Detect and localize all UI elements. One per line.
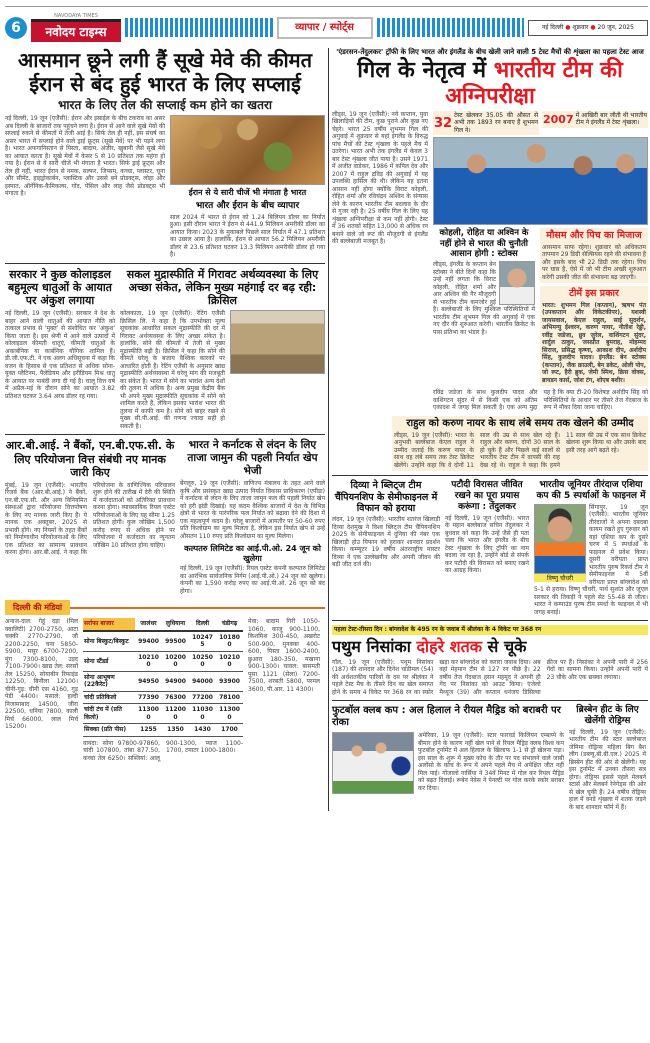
archery-body: सिंगापुर, 19 जून (एजैंसी): भारतीय जूनियर तीरंदाजों ने अपना दबदबा कायम रखते हुए गुरुवार को यहां एशिया कप के दूसरे चरण में 5 स्पर्धाओं के फाइनल में प्रवेश किया। दूसरी वरीयता प्राप्त भारतीय पुरुष रिकर्व टीम ने सेमीफाइनल में 5वीं वरीयता प्राप्त बांग्लादेश को 5-1 से हराया। विष्णु चौधरी, पार्थ सुशांत और जुएल सरकार की तिकड़ी ने पहले सेट 55-48 से जीता। भारत ने कम्पाउंड पुरुष टीम स्पर्धा के फाइनल में भी जगह बनाई। bbox=[534, 503, 648, 616]
rahul-headline: राहुल को करुण नायर के साथ लंबे समय तक खेलने की उम्मीद bbox=[406, 417, 634, 429]
table-cell: सोना आभूषण (22कैरेट) bbox=[83, 671, 135, 691]
archery-headline: भारतीय जूनियर तीरंदाज एशिया कप की 5 स्पर्धाओं के फाइनल में bbox=[536, 480, 646, 502]
table-cell: 94950 bbox=[135, 671, 162, 691]
bullet-icon: ● bbox=[565, 23, 571, 31]
table-cell: 94900 bbox=[162, 671, 189, 691]
table-cell: 101800 bbox=[216, 631, 243, 652]
sports-section bbox=[332, 48, 648, 811]
nissanka-headline-a: पथुम निसांका bbox=[332, 637, 417, 657]
masthead bbox=[31, 13, 121, 42]
cricket-lower-body: रविंद्र जडेजा के साथ कुलदीप यादव और वाशिंगटन सुंदर में से किसी एक को अंतिम एकादश में जगह मिल सकती है। एक अन्य मुद्दा यह है कि क्या टी-20 विशेषज्ञ अर्शदीप सिंह को परिस्थितियों के आधार पर तीसरे तेज गेंदबाज के रूप में मौका दिया जाना चाहिए। bbox=[433, 389, 648, 412]
dryfruit-body: नई दिल्ली, 19 जून (एजैंसी): ईरान और इस्राईल के बीच टकराव का असर अब दिल्ली के बाजारों तक पहुंचने लगा है। ईरान से आने वाले सूखे मेवों की सप्लाई रुकने से कीमतों में तेजी आई है। सिर्फ तेल ही नहीं, इस संघर्ष का असर भारत में सप्लाई होने वाले ड्राई फ्रूट्स (सूखे मेवे) पर भी पड़ने लगा है। भारत अफगानिस्तान से पिस्ता, बादाम, अंजीर, खुबानी जैसे सूखे मेवे का आयात करता है। सूखे मेवों में केसर 5 से 10 प्रतिशत तक महंगा हो गया है। ईरान से ये सारी चीजें भी मंगाता है भारत। सिर्फ ड्राई फ्रूट्स और तेल ही नहीं, भारत ईरान से नमक, सल्फर, जिप्सम, कच्चा, प्लास्टर, चूना और सीमेंट, हाइड्रोकार्बन, प्लास्टिक और उससे बने प्रोडक्ट्स, लोहा और इस्पात, ऑर्गेनिक-कैमिकल्स, गोंद, पेंसिल और लाह जैसे प्रोडक्ट्स भी मंगाता है। bbox=[5, 115, 165, 198]
divya-body: लंदन, 19 जून (एजैंसी): भारतीय शतरंज खिलाड़ी दिव्या देशमुख ने विश्व ब्लिट्ज टीम चैंपियनशिप 2025 के सेमीफाइनल में दुनिया की नंबर एक खिलाड़ी होउ यिफान को हराकर शानदार प्रदर्शन किया। कम्प्यूटर 19 वर्षीय अंतरराष्ट्रीय मास्टर दिव्या ने एक उल्लेखनीय और अपनी जीवन की बड़ी जीत दर्ज की। bbox=[332, 516, 440, 569]
dateline bbox=[528, 20, 648, 36]
divya-headline: दिव्या ने ब्लिट्ज टीम चैंपियनशिप के सेमीफाइनल में विफान को हराया bbox=[334, 480, 438, 515]
stat-box-1 bbox=[433, 111, 539, 136]
ipo-headline: कल्पतरु लिमिटेड का आई.पी.ओ. 24 जून को खुलेगा bbox=[184, 544, 321, 563]
table-cell: सिक्का (प्रति पीस) bbox=[83, 724, 135, 737]
table-cell: 102475 bbox=[189, 631, 216, 652]
jamun-headline: भारत ने कर्नाटक से लंदन के लिए ताजा जामुन की पहली निर्यात खेप भेजी bbox=[187, 439, 318, 477]
header-stripe-right bbox=[377, 18, 525, 37]
rahul-box bbox=[392, 416, 648, 472]
table-cell: 93900 bbox=[216, 671, 243, 691]
header-stripe-left bbox=[125, 18, 273, 37]
dateline-day: शुक्रवार bbox=[572, 23, 589, 31]
dryfruit-inset-title: ईरान से ये सारी चीजें भी मंगाता है भारत bbox=[188, 188, 307, 198]
table-cell: चांदी प्रतिकिलो bbox=[83, 691, 135, 704]
pataudi-body: नई दिल्ली, 19 जून (एजैंसी): भारत के महान बल्लेबाज सचिन तेंदुलकर ने बुधवार को कहा कि उन्हें जैसे ही पता चला कि भारत और इंगलैंड के बीच टेस्ट शृंखला के लिए ट्रॉफी का नाम बदला जा रहा है, उन्होंने बोर्ड से संपर्क कर पटौदी की विरासत को बनाए रखने का आग्रह किया। bbox=[445, 514, 529, 575]
team-india-photo bbox=[433, 137, 648, 225]
nissanka-headline-red: दोहरे शतक bbox=[416, 637, 482, 657]
mandi-header bbox=[5, 600, 325, 615]
cricket-kicker: 'एंडरसन-तेंदुलकर' ट्रॉफी के लिए भारत और इंगलैंड के बीच खेली जाने वाली 5 टेस्ट मैचों की शृंखला का पहला टेस्ट आज bbox=[336, 48, 644, 56]
cricket-headline-black: गिल के नेतृत्व में bbox=[357, 58, 487, 84]
business-section bbox=[5, 48, 325, 811]
table-row bbox=[83, 691, 243, 704]
table-cell: 102100 bbox=[216, 651, 243, 671]
table-cell: 1430 bbox=[189, 724, 216, 737]
nissanka-headline-b: से चूके bbox=[481, 637, 527, 657]
teams-box bbox=[540, 286, 648, 386]
mandi-title: दिल्ली की मंडियां bbox=[5, 600, 70, 615]
table-cell: 110300 bbox=[189, 704, 216, 724]
page-number-badge: 6 bbox=[5, 17, 27, 39]
table-row bbox=[83, 651, 243, 671]
teams-body: भारत: शुभमन गिल (कप्तान), ऋषभ पंत (उपकप्तान और विकेटकीपर), यशस्वी जायसवाल, केएल राहुल, साई सुदर्शन, अभिमन्यु ईश्वरन, करुण नायर, नीतीश रेड्डी, रवींद्र जडेजा, ध्रुव जुरेल, वाशिंगटन सुंदर, शार्दुल ठाकुर, जसप्रीत बुमराह, मोहम्मद सिराज, प्रसिद्ध कृष्णा, आकाश दीप, अर्शदीप सिंह, कुलदीप यादव। इंगलैंड: बेन स्टोक्स (कप्तान), जैक क्राउली, बेन डकेट, ओली पोप, जो रूट, हैरी ब्रुक, जेमी स्मिथ, क्रिस वोक्स, ब्रायडन कार्स, जोश टंग, शोएब बशीर। bbox=[542, 301, 646, 384]
dryfruit-headline-1: आसमान छूने लगी हैं सूखे मेवे की कीमत bbox=[17, 48, 313, 72]
table-cell: 78100 bbox=[216, 691, 243, 704]
column-divider bbox=[328, 48, 329, 811]
table-cell: 102100 bbox=[135, 651, 162, 671]
table-header-cell: जालंधर bbox=[135, 618, 162, 631]
stokes-body: लीड्स, इंगलैंड के कप्तान बेन स्टोक्स ने बीते दिनों कहा कि उन्हें नहीं लगता कि विराट कोहली, रोहित शर्मा और आर अश्विन की गैर मौजूदगी से भारतीय टीम कमजोर हुई है। बल्लेबाजी के लिए मुश्किल परिस्थितियों में भारतीय टीम शुभमन गिल की अगुवाई में एक नए दौर की शुरुआत करेगी। भारतीय क्रिकेट के पास प्रतिभा का भंडार है। bbox=[433, 261, 535, 336]
inflation-photo bbox=[230, 310, 325, 374]
table-cell: 77200 bbox=[189, 691, 216, 704]
stat-box-2 bbox=[542, 111, 648, 128]
dryfruit-subhead: भारत के लिए तेल की सप्लाई कम होने का खतरा bbox=[58, 98, 272, 112]
mandi-bottom-body: वायदा: सोना 97800-97860, चांदी 107800, तांबा 877.50, कच्चा तेल 6250। सब्जियां: आलू 900-1300, प्याज 1100-1700, टमाटर 1000-1800। bbox=[83, 739, 243, 762]
table-cell: 102500 bbox=[189, 651, 216, 671]
nissanka-body: गॉल, 19 जून (एजैंसी): पथुम निसांका (187) की शानदार और दिनेश चांडीमल (54) की अर्धशतकीय पारियों के दम पर श्रीलंका ने पहले टेस्ट मैच के तीसरे दिन का खेल समाप्त होने के समय 4 विकेट पर 368 रन का स्कोर खड़ा कर बांग्लादेश को करारा जवाब दिया। अब वहां मेहमान टीम से 127 रन पीछे है। 22 वर्षीय तेज गेंदबाज हसन महमूद ने अपनी ही गेंद पर निसांका को आउट किया। एंजेलो मैथ्यूज (39) और कप्तान धनंजय डिसिल्वा क्रीज पर हैं। निसांका ने अपनी पारी में 256 गेंदों का सामना किया। उन्होंने अपनी पारी में 23 चौके और एक छक्का लगाया। bbox=[332, 658, 648, 696]
mandi-rule bbox=[70, 607, 325, 609]
divider bbox=[5, 263, 325, 264]
bullet-icon: ● bbox=[590, 23, 596, 31]
dateline-city: नई दिल्ली bbox=[542, 23, 564, 31]
dryfruit-box-title: भारत और ईरान के बीच व्यापार bbox=[195, 200, 300, 211]
stat-2-text: में आखिरी बार जीती थी भारतीय टीम ने इंगलैंड में टेस्ट शृंखला। bbox=[575, 111, 647, 127]
table-cell: 102000 bbox=[162, 651, 189, 671]
table-header-cell: लुधियाना bbox=[162, 618, 189, 631]
brisbane-headline: ब्रिस्बेन हीट के लिए खेलेंगी रोड्रिग्स bbox=[576, 705, 639, 726]
table-row bbox=[83, 704, 243, 724]
mandi-right-body: मेवा: बादाम गिरी 1050-1060, काजू 900-1100, किशमिश 300-450, अखरोट 500-900, मुनक्का 400-600, पिस्ता 1600-2400, छुआरा 180-350, मखाना 900-1300। चावल: बासमती पूसा 1121 (सेला) 7200-7500, शरबती 5800, परमल 3600, पी.आर. 11 4300। bbox=[248, 618, 320, 693]
section-tab: व्यापार / स्पोर्ट्स bbox=[277, 17, 373, 39]
page-header bbox=[5, 6, 648, 48]
stokes-photo bbox=[499, 261, 535, 305]
nissanka-caption-bar: पहला टेस्ट-तीसरा दिन : बांग्लादेश के 495 रन के जवाब में श्रीलंका के 4 विकेट पर 368 रन bbox=[332, 625, 648, 635]
archer-photo-block bbox=[534, 504, 586, 582]
teams-title: टीमें इस प्रकार bbox=[569, 288, 619, 300]
inflation-headline: सकल मुद्रास्फीति में गिरावट अर्थव्यवस्था के लिए अच्छा संकेत, लेकिन मुख्य महंगाई दर बढ़ रही: क्रिसिल bbox=[126, 267, 319, 308]
dryfruit-photo bbox=[170, 115, 325, 185]
cricket-headline-red: भारतीय टीम की अग्निपरीक्षा bbox=[445, 58, 623, 109]
divider bbox=[5, 434, 325, 435]
table-cell: 99500 bbox=[162, 631, 189, 652]
divider bbox=[332, 620, 648, 621]
table-cell: 94000 bbox=[189, 671, 216, 691]
table-cell: 112000 bbox=[162, 704, 189, 724]
table-cell: 99400 bbox=[135, 631, 162, 652]
weather-body: आसमान साफ रहेगा। शुक्रवार को अधिकतम तापमान 29 डिग्री सेल्सियस रहने की संभावना है और इसके बाद भी 22 डिग्री तक रहेगा। पिच पर घास है, ऐसे में जो भी टीम अच्छी शुरुआत करेगी उसकी जीत की संभावना बढ़ जाएगी। bbox=[542, 243, 646, 281]
table-cell: 1350 bbox=[162, 724, 189, 737]
pataudi-headline: पटौदी विरासत जीवित रखने का पूरा प्रयास करूंगा : तेंदुलकर bbox=[451, 480, 523, 512]
cricket-headline bbox=[332, 58, 648, 109]
brisbane-body: नई दिल्ली, 19 जून (एजैंसी): भारतीय टीम की स्टार बल्लेबाज जेमिमा रोड्रिग्स महिला बिग बैश लीग (डब्ल्यू.बी.बी.एल.) 2025 में ब्रिस्बेन हीट की ओर से खेलेंगी। यह इस टूर्नामेंट में उनका तीसरा सत्र होगा। रोड्रिग्स इससे पहले मेलबर्न स्टार्स और मेलबर्न रेनेगेड्स की ओर से खेल चुकी हैं। 24 वर्षीय रोड्रिग्स हाल में वनडे शृंखला में शतक जड़ने के बाद शानदार फॉर्म में हैं। bbox=[569, 728, 646, 811]
table-header-cell: सर्राफा बाजार bbox=[83, 618, 135, 631]
table-row bbox=[83, 631, 243, 652]
archer-photo bbox=[534, 504, 586, 574]
table-cell: 76300 bbox=[162, 691, 189, 704]
table-cell: सोना बिस्कुट/बिस्कुट bbox=[83, 631, 135, 652]
dryfruit-headline-2: ईरान से बंद हुई भारत के लिए सप्लाई bbox=[29, 72, 301, 96]
table-cell: 113000 bbox=[135, 704, 162, 724]
divider bbox=[332, 475, 648, 476]
divider bbox=[332, 700, 648, 701]
table-header-cell: चंडीगढ़ bbox=[216, 618, 243, 631]
archer-photo-caption: विष्णु चौधरी bbox=[534, 574, 586, 582]
bullion-table bbox=[83, 618, 243, 737]
football-headline: फुटबॉल क्लब कप : अल हिलाल ने रीयल मैड्रिड को बराबरी पर रोका bbox=[332, 705, 561, 729]
colloidal-body: नई दिल्ली, 19 जून (एजैंसी): सरकार ने देश के बाहर आने वाली धातुओं की आयात नीति को तत्काल प्रभाव से 'मुक्त' से संशोधित कर 'अंकुश' किया जाता है। इस श्रेणी में आने वाले उत्पादों में कोलाइडल कीमती धातुएं, कीमती धातुओं के अकार्बनिक या कार्बनिक यौगिक शामिल हैं। डी.जी.एफ.टी. ने एक अलग अधिसूचना में कहा कि वजन के हिसाब से एक प्रतिशत से अधिक सोना-युक्त प्लैटिनम, पैलेडियम और इरीडियम मिश्र धातु के आयात पर पाबंदी लगा दी गई है। चालू वित्त वर्ष में अप्रैल-मई के दौरान सोने का आयात 3.82 प्रतिशत घटकर 3.64 अरब डॉलर रह गया। bbox=[5, 310, 115, 400]
weather-box bbox=[540, 228, 648, 283]
table-cell: 1255 bbox=[135, 724, 162, 737]
table-cell: चांदी टंच में (प्रति किलो) bbox=[83, 704, 135, 724]
nissanka-headline bbox=[332, 637, 648, 656]
table-cell: 77390 bbox=[135, 691, 162, 704]
weather-title: मौसम और पिच का मिजाज bbox=[546, 230, 642, 242]
rbi-headline: आर.बी.आई. ने बैंकों, एन.बी.एफ.सी. के लिए परियोजना वित्त संबंधी नए मानक जारी किए bbox=[5, 439, 175, 479]
mandi-left-body: अनाज-दाल: गेहूं दड़ा (मिल क्वालिटी) 2700-2750, आटा चक्की 2770-2790, जौ 2200-2250, चना 5850-5900, मसूर 6700-7200, मूंग 7300-8100, उड़द 7100-7900। खाद्य तेल: सरसों तेल 15250, सोयाबीन रिफाइंड 12250, बिनौला 12100। चीनी-गुड़: चीनी एस 4160, गुड़ पेडी 4400। मसाले: हल्दी निजामाबाद 14500, जीरा 22500, धनिया 7800, काली मिर्च 66000, लाल मिर्च 15200। bbox=[5, 618, 78, 731]
table-header-row bbox=[83, 618, 243, 631]
football-body: अमेरिका, 19 जून (एजैंसी): स्टार फारवर्ड किलियन एम्बाप्पे के बीमार होने के कारण नहीं खेल पाने से रियल मैड्रिड क्लब विश्व कप फुटबॉल टूर्नामेंट में अल हिलाल के खिलाफ 1-1 से ड्रॉ खेलना पड़ा। इस साल के शुरू में मुख्य कोच के तौर पर पद संभालने वाले जाबी अलोंसो के कोच के रूप में अपने पहले मैच में अपेक्षित जीत नहीं मिल पाई। गोंजालो गार्सिया ने 34वें मिनट में गोल कर रियल मैड्रिड को बढ़त दिलाई। रूबेन नेवेस ने पेनल्टी पर गोल करके स्कोर बराबर कर दिया। bbox=[418, 732, 564, 792]
table-row bbox=[83, 724, 243, 737]
cricket-body: लीड्स, 19 जून (एजैंसी): नये कप्तान, युवा खिलाड़ियों की टीम, कुछ पुराने और कुछ नए चेहरे। भारत 25 वर्षीय शुभमन गिल की अगुवाई में शुक्रवार से यहां इंगलैंड के विरुद्ध पांच मैचों की टेस्ट शृंखला के पहले मैच में उतरेगा। भारत अभी तक इंगलैंड में केवल 3 बार टेस्ट शृंखला जीत पाया है। उसने 1971 में अजीत वाडेकर, 1986 में कपिल देव और 2007 में राहुल द्रविड़ की अगुवाई में यह उपलब्धि हासिल की थी। लेकिन यह इतना आसान नहीं होगा क्योंकि विराट कोहली, रोहित शर्मा और रविचंद्रन अश्विन के संन्यास लेने के कारण भारतीय टीम बदलाव के दौर से गुजर रही है। 25 वर्षीय गिल के लिए यह शृंखला अग्निपरीक्षा से कम नहीं होगी। टेस्ट में 36 शतकों सहित 13,000 से अधिक रन बनाने वाले जो रूट की मौजूदगी से इंगलैंड की बल्लेबाजी मजबूत है। bbox=[332, 110, 428, 246]
dryfruit-box-body: साल 2024 में भारत से ईरान को 1.24 बिलियन डॉलर का निर्यात हुआ। इसी दौरान भारत ने ईरान से 441.9 मिलियन अमरीकी डॉलर का आयात किया। 2023 के मुकाबले पिछले साल निर्यात में 47.1 प्रतिशत का उछाल आया है। हालांकि, ईरान से आयात 56.2 मिलियन अमरीकी डॉलर से 23.6 प्रतिशत घटकर 13.3 मिलियन अमरीकी डॉलर हो गया है। bbox=[170, 213, 325, 259]
table-row bbox=[83, 671, 243, 691]
inflation-body: कोलकाता, 19 जून (एजैंसी): रेटिंग एजैंसी क्रिसिल लि. ने कहा है कि उपभोक्ता मूल्य सूचकांक आधारित सकल मुद्रास्फीति की दर में गिरावट अर्थव्यवस्था के लिए अच्छा संकेत है। हालांकि, सोने की कीमतों में तेजी से मुख्य मुद्रास्फीति बढ़ी है। क्रिसिल ने कहा कि सोने की कीमतें घरेलू के बजाय वैश्विक कारकों पर आधारित होती हैं। रेटिंग एजैंसी के अनुसार खाद्य मुद्रास्फीति अर्थव्यवस्था में घरेलू मांग की मजबूती का संकेत है। भारत में सोने का भारांश अन्य देशों की तुलना में अधिक है। अन्य प्रमुख केंद्रीय बैंक भी अपने मुख्य मुद्रास्फीति सूचकांक में सोने को शामिल करते हैं, लेकिन इसका भारांश भारत की तुलना में काफी कम है। सोने को बाहर रखने से मुख्य सी.पी.आई. की गणना ज्यादा सही हो सकती है। bbox=[120, 310, 225, 430]
colloidal-headline: सरकार ने कुछ कोलाइडल बहुमूल्य धातुओं के आयात पर अंकुश लगाया bbox=[8, 267, 112, 308]
table-header-cell: दिल्ली bbox=[189, 618, 216, 631]
table-cell: 113000 bbox=[216, 704, 243, 724]
stat-1-text: टेस्ट खेलकर 35.05 की औसत से अभी तक 1893 रन बनाए हैं शुभमन गिल ने। bbox=[454, 111, 538, 134]
jamun-body: बेंगलूरु, 19 जून (एजैंसी): वाणिज्य मंत्रालय के तहत आने वाले कृषि और प्रसंस्कृत खाद्य उत्पाद निर्यात विकास प्राधिकरण (एपीडा) ने कर्नाटक से लंदन के लिए ताजा जामुन फल की पहली निर्यात खेप को हरी झंडी दिखाई। यह कदम वैश्विक बाजारों में देश के विभिन्न क्षेत्रों से भारत के पारंपरिक फल निर्यात को बढ़ावा देने की दिशा में एक महत्वपूर्ण कदम है। घरेलू बाजारों में आमतौर पर 50-60 रुपए प्रति किलोग्राम का मूल्य मिलता है, लेकिन इस निर्यात खेप से उन्हें औसतन 110 रुपए प्रति किलोग्राम का मूल्य मिलेगा। bbox=[180, 480, 325, 540]
masthead-small: NAVODAYA TIMES bbox=[54, 13, 98, 19]
rahul-body: लीड्स, 19 जून (एजैंसी): भारत के अनुभवी बल्लेबाज केएल राहुल ने उम्मीद जताई कि करुण नायर के साथ वह लंबे समय तक टेस्ट क्रिकेट खेलेंगे। उन्होंने कहा कि वे दोनों 11 साल की उम्र से साथ खेल रहे हैं। राहुल और करुण, दोनों 30 साल के हो चुके हैं और पिछले कई सालों से भारतीय टेस्ट टीम में वापसी की राह देख रहे थे। राहुल ने कहा कि हमने 11 साल की उम्र में एक साथ क्रिकेट खेलना शुरू किया था और उसके बाद इसी तरह आगे बढ़ते रहे। bbox=[394, 431, 646, 469]
stat-1-number: 32 bbox=[434, 115, 453, 131]
table-cell: 1700 bbox=[216, 724, 243, 737]
page-body bbox=[5, 48, 648, 811]
stat-2-number: 2007 bbox=[543, 112, 574, 126]
rbi-body: मुंबई, 19 जून (एजैंसी): भारतीय रिजर्व बैंक (आर.बी.आई.) ने बैंकों, एन.बी.एफ.सी. और अन्य विनियमित संस्थाओं द्वारा परियोजना वित्तपोषण के लिए नए मानक जारी किए हैं। ये मानक एक अक्तूबर, 2025 से प्रभावी होंगे। नए नियमों के तहत बैंकों को निर्माणाधीन परियोजनाओं के लिए एक प्रतिशत का सामान्य प्रावधान करना होगा। आर.बी.आई. ने कहा कि परियोजना के वाणिज्यिक परिचालन शुरू होने की तारीख में देरी की स्थिति में कर्जदाताओं को अतिरिक्त प्रावधान करना होगा। व्यावसायिक रियल एस्टेट परियोजनाओं के लिए यह सीमा 1.25 प्रतिशत होगी। कुल जोखिम 1,500 करोड़ रुपए से अधिक होने पर परियोजना में कर्जदाता का न्यूनतम जोखिम 10 प्रतिशत होना चाहिए। bbox=[5, 481, 175, 557]
football-photo bbox=[332, 732, 414, 794]
dateline-date: 20 जून, 2025 bbox=[597, 23, 634, 31]
stokes-headline: कोहली, रोहित या अश्विन के नहीं होने से भारत की चुनौती आसान होगी : स्टोक्स bbox=[439, 228, 529, 259]
ipo-body: नई दिल्ली, 19 जून (एजैंसी): रियल एस्टेट कंपनी कल्पतरु लिमिटेड का आरंभिक सार्वजनिक निर्गम (आई.पी.ओ.) 24 जून को खुलेगा। कंपनी का 1,590 करोड़ रुपए का आई.पी.ओ. 26 जून को बंद होगा। bbox=[180, 565, 325, 595]
table-cell: सोना स्टैंडर्ड bbox=[83, 651, 135, 671]
masthead-logo: नवोदय टाइम्स bbox=[31, 19, 121, 42]
